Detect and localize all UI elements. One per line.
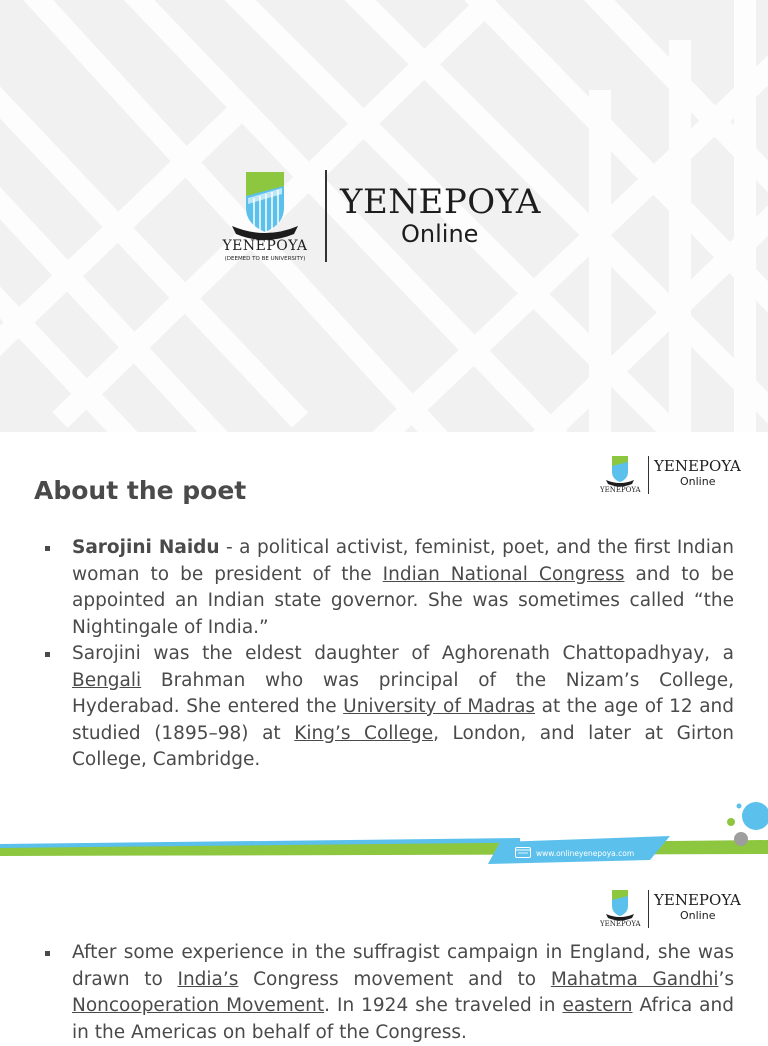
about-poet-slide (0, 432, 768, 868)
crest-wordmark: YENEPOYA (600, 920, 641, 928)
website-icon (515, 847, 531, 858)
bullet-text: and to be appointed an Indian state governor. She was sometimes called “the Nightingale of India.” (72, 563, 734, 638)
yenepoya-online-logo-small (600, 454, 750, 500)
poet-name: Sarojini Naidu (72, 537, 220, 558)
slide-footer (0, 792, 768, 868)
link-noncooperation-movement[interactable]: Noncooperation Movement (72, 995, 325, 1016)
link-indias[interactable]: India’s (177, 968, 239, 990)
bullet-list (44, 535, 734, 774)
yenepoya-online-logo (218, 168, 558, 268)
crest-wordmark: YENEPOYA (600, 486, 641, 494)
bullet-text: Congress movement and to (238, 968, 551, 990)
bullet-item (44, 535, 734, 641)
title-slide (0, 0, 768, 432)
bullet-text: - a political activist, feminist, poet, and the first Indian woman to be president of the (72, 537, 734, 585)
logo-divider (648, 456, 649, 494)
logo-divider (325, 170, 327, 262)
bullet-text: After some experience in the suffragist campaign in England, she was drawn to (72, 942, 734, 990)
continued-slide (0, 868, 768, 1043)
bullet-text: , London, and later at Girton College, Cambridge. (72, 722, 734, 770)
brand-online: Online (401, 220, 479, 248)
bullet-item (44, 940, 734, 1046)
crest-subtitle: (DEEMED TO BE UNIVERSITY) (224, 256, 306, 262)
footer-stripes (0, 792, 768, 868)
brand-name: YENEPOYA (654, 457, 741, 475)
brand-name: YENEPOYA (654, 891, 741, 909)
link-bengali[interactable]: Bengali (72, 669, 142, 691)
link-kings-college[interactable]: King’s College (294, 722, 434, 744)
logo-divider (648, 890, 649, 928)
bullet-text: Africa and in the Americas on behalf of the Congress. (72, 995, 734, 1043)
link-indian-national-congress[interactable]: Indian National Congress (382, 563, 625, 585)
link-university-of-madras[interactable]: University of Madras (343, 696, 536, 717)
bullet-text: Brahman who was principal of the Nizam’s College, Hyderabad. She entered the (72, 669, 734, 717)
bullet-text: at the age of 12 and studied (1895–98) at (72, 696, 735, 744)
bullet-item (44, 641, 734, 774)
slide-heading: About the poet (34, 476, 247, 505)
bullet-text: . In 1924 she traveled in (324, 995, 563, 1016)
brand-name: YENEPOYA (340, 182, 541, 222)
brand-online: Online (680, 475, 716, 488)
link-mahatma-gandhi[interactable]: Mahatma Gandhi (550, 968, 719, 990)
yenepoya-online-logo-small (600, 888, 750, 934)
bullet-text: Sarojini was the eldest daughter of Aghorenath Chattopadhyay, a (72, 643, 734, 664)
crest-wordmark: YENEPOYA (222, 238, 308, 254)
footer-url-link[interactable]: www.onlineyenepoya.com (536, 849, 635, 858)
brand-online: Online (680, 909, 716, 922)
bullet-text: ’s (718, 968, 735, 990)
bullet-list (44, 940, 734, 1046)
link-eastern[interactable]: eastern (562, 995, 633, 1016)
